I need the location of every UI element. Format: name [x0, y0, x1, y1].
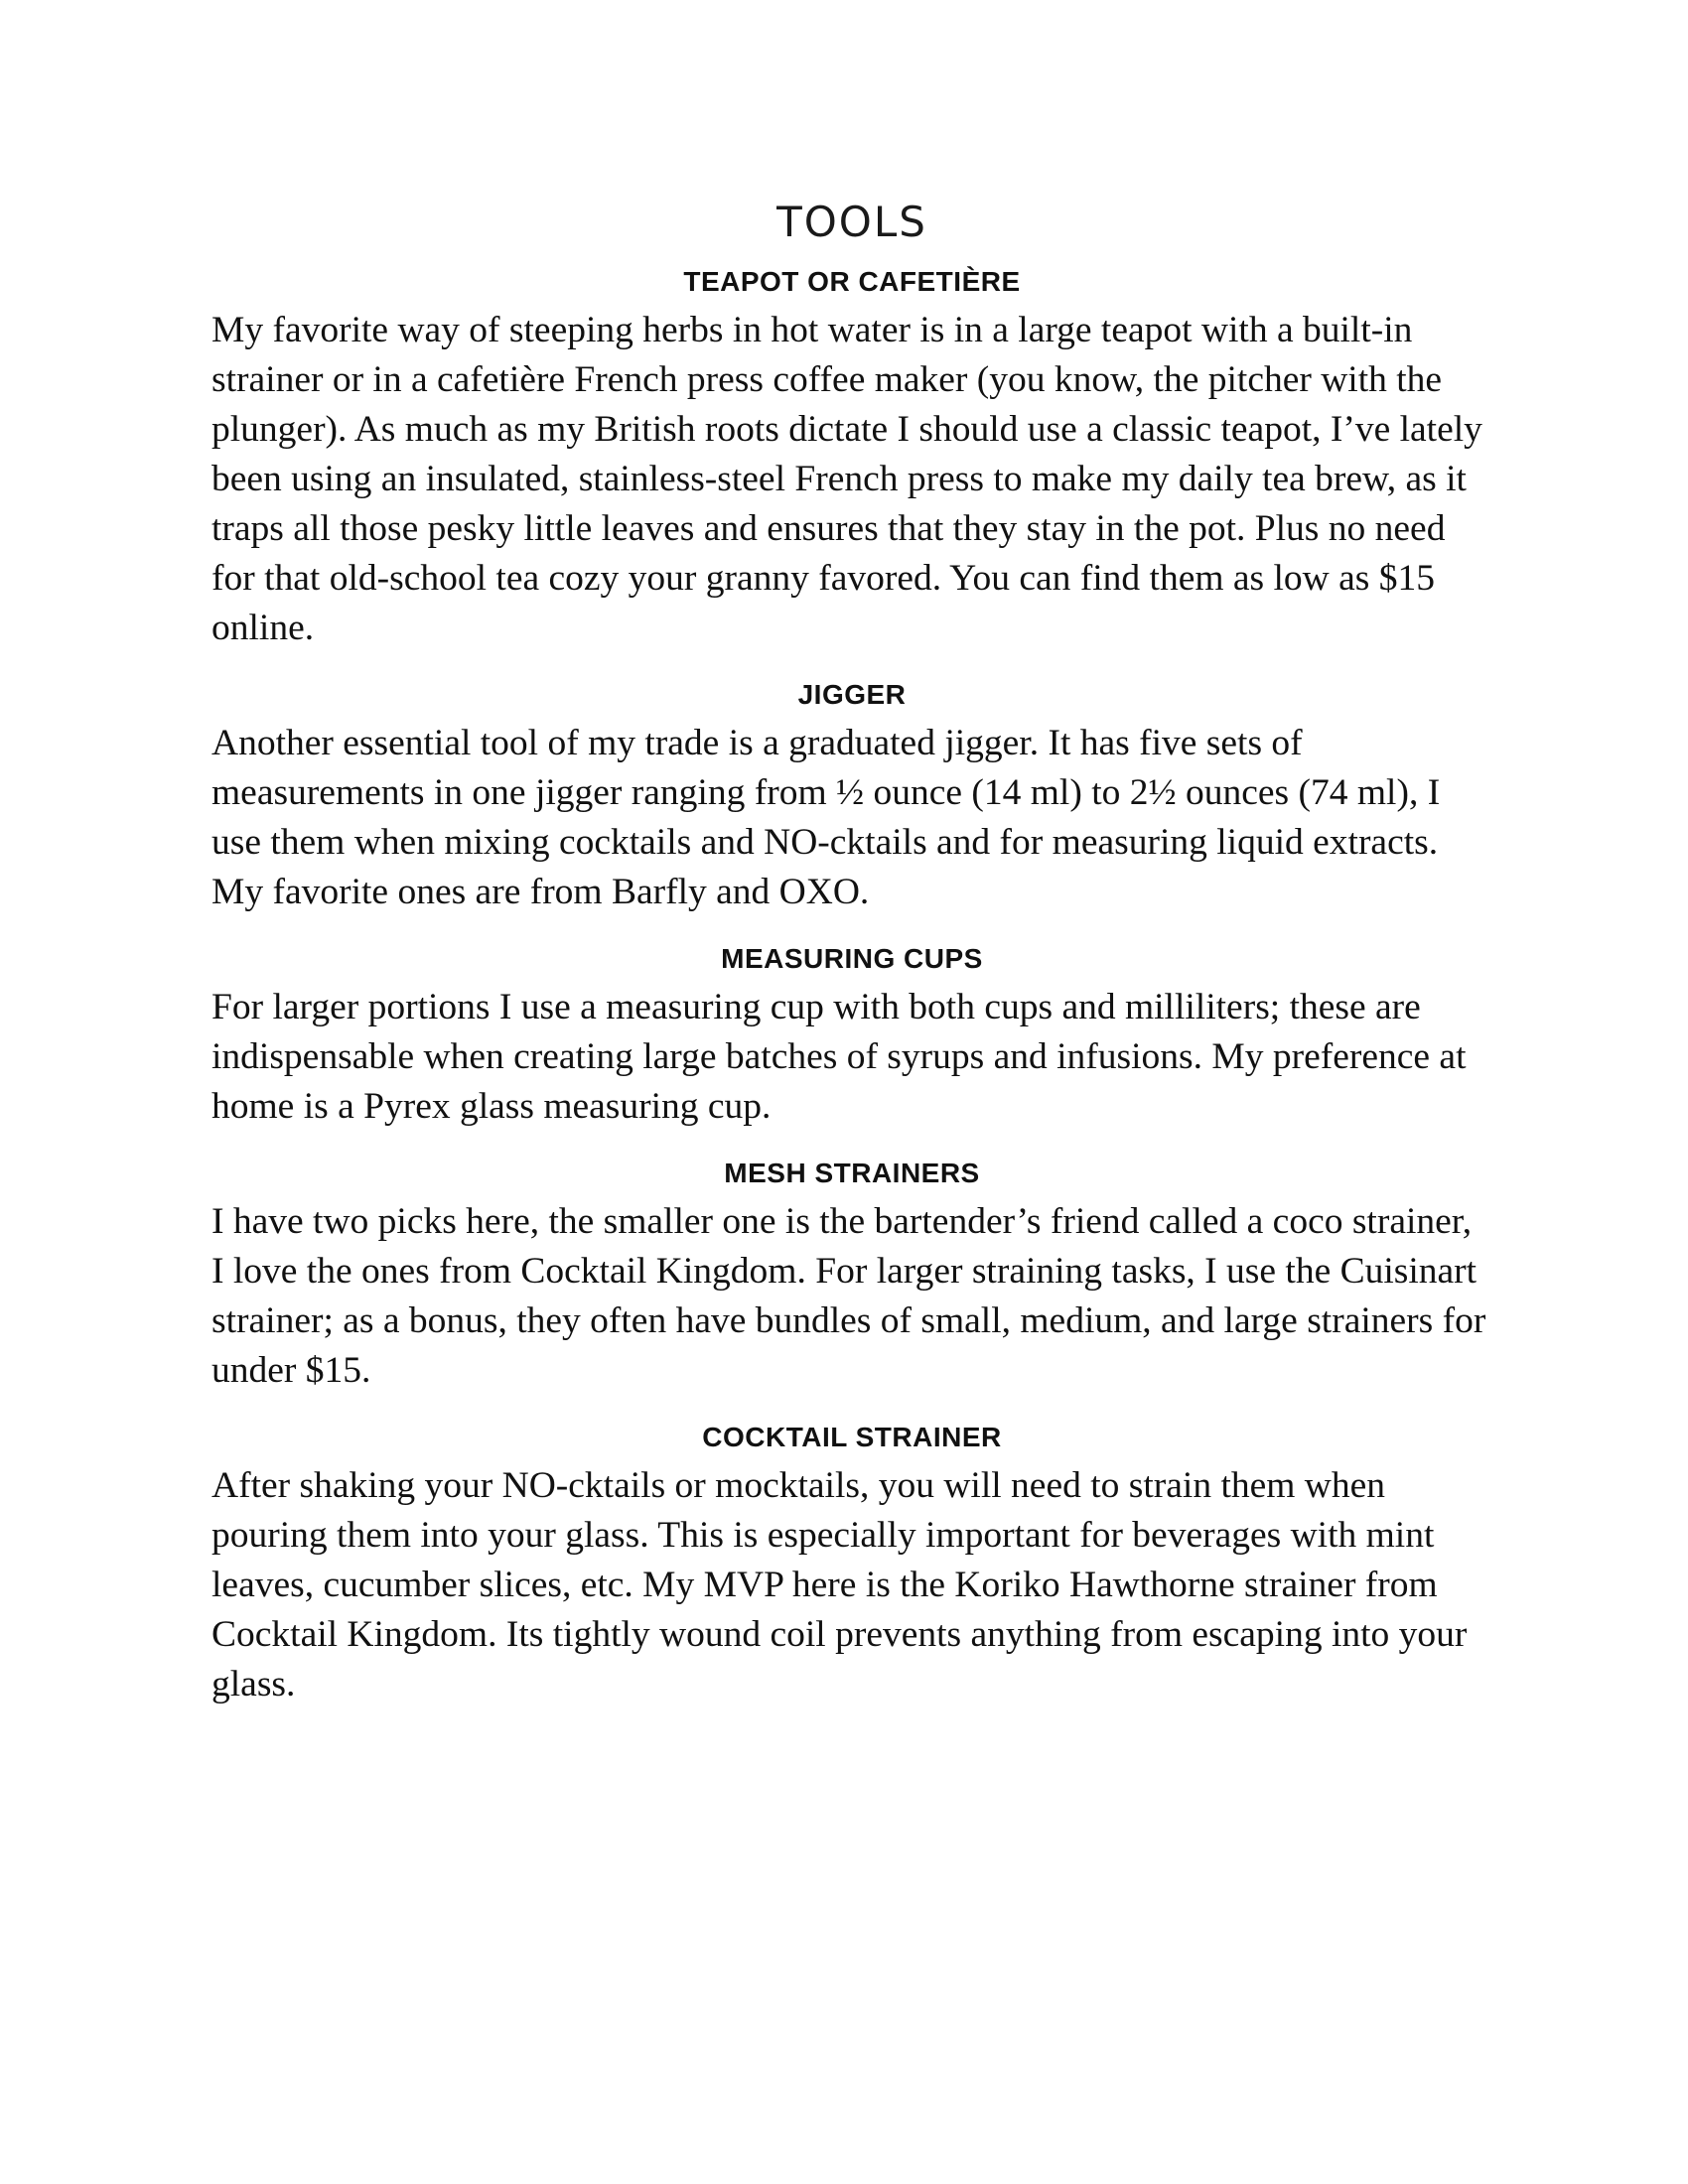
- section-paragraph: My favorite way of steeping herbs in hot water is in a large teapot with a built-in strainer or in a cafetière French press coffee maker (you know, the pitcher with the plunger). As much as my British roots dictate I should use a classic teapot, I’ve lately been using an insulated, stainless-steel French press to make my daily tea brew, as it traps all those pesky little leaves and ensures that they stay in the pot. Plus no need for that old-school tea cozy your granny favored. You can find them as low as $15 online.: [211, 310, 1482, 648]
- section-heading: TEAPOT OR CAFETIÈRE: [683, 266, 1021, 297]
- section-measuring-cups: [211, 939, 1492, 1132]
- section-paragraph: For larger portions I use a measuring cup with both cups and milliliters; these are indispensable when creating large batches of syrups and infusions. My preference at home is a Pyrex glass measuring cup.: [211, 987, 1467, 1127]
- page-title: TOOLS: [776, 198, 927, 246]
- section-teapot-or-cafetiere: [211, 262, 1492, 653]
- section-heading: JIGGER: [797, 679, 907, 710]
- section-heading: COCKTAIL STRAINER: [702, 1422, 1002, 1452]
- section-paragraph: I have two picks here, the smaller one is the bartender’s friend called a coco strainer, I love the ones from Cocktail Kingdom. For larger straining tasks, I use the Cuisinart strainer; as a bonus, they often have bundles of small, medium, and large strainers for under $15.: [211, 1201, 1486, 1391]
- document-page: [211, 197, 1492, 1731]
- section-mesh-strainers: [211, 1154, 1492, 1396]
- section-heading: MESH STRAINERS: [724, 1158, 980, 1188]
- section-paragraph: After shaking your NO-cktails or mocktails, you will need to strain them when pouring them into your glass. This is especially important for beverages with mint leaves, cucumber slices, etc. My MVP here is the Koriko Hawthorne strainer from Cocktail Kingdom. Its tightly wound coil prevents anything from escaping into your glass.: [211, 1465, 1468, 1705]
- section-heading: MEASURING CUPS: [721, 943, 983, 974]
- section-cocktail-strainer: [211, 1418, 1492, 1709]
- section-jigger: [211, 675, 1492, 917]
- section-paragraph: Another essential tool of my trade is a graduated jigger. It has five sets of measurements in one jigger ranging from ½ ounce (14 ml) to 2½ ounces (74 ml), I use them when mixing cocktails and NO-cktails and for measuring liquid extracts. My favorite ones are from Barfly and OXO.: [211, 723, 1441, 912]
